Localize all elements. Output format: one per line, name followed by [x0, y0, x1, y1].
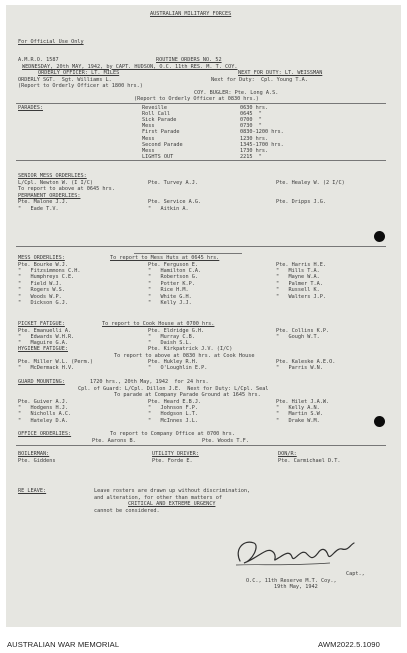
name-entry: " Johnson F.P.: [148, 404, 198, 411]
guard-time: 1720 hrs., 20th May, 1942 for 24 hrs.: [90, 379, 209, 385]
name-entry: " McDermack H.V.: [18, 365, 75, 372]
utility-driver-name: Pte. Forde E.: [152, 457, 193, 464]
name-entry: " Mills T.A.: [276, 267, 320, 274]
name-entry: " Drake W.M.: [276, 417, 320, 424]
reference-number: A.M.R.O. 1587: [18, 57, 59, 63]
orderly-officer: ORDERLY OFFICER: LT. MILES: [38, 70, 120, 76]
boilerman-name: Pte. Giddens: [18, 457, 56, 464]
name-entry: Pte. Malone J.J.: [18, 199, 68, 205]
name-entry: " Walters J.P.: [276, 293, 326, 300]
name-entry: " Potter K.P.: [148, 280, 195, 287]
name-entry: " Parris W.N.: [276, 365, 323, 372]
document-title: ROUTINE ORDERS NO. 52: [156, 57, 222, 63]
hygiene-fatigue-label: HYGIENE FATIGUE:: [18, 346, 68, 352]
date-line: WEDNESDAY, 20th MAY, 1942, by CAPT. HUDSON, O.C. 11th RES. M. T. COY.: [22, 63, 238, 70]
picket-fatigue-note: To report to Cook House at 0700 hrs.: [102, 321, 215, 327]
name-entry: " Robertson G.: [148, 274, 198, 281]
parade-time: 1345-1700 hrs.: [240, 141, 284, 148]
next-for-duty-sergeant: Next for Duty: Cpl. Young T.A.: [211, 76, 308, 83]
name-entry: " Daish S.L.: [148, 339, 192, 346]
office-orderlies-label: OFFICE ORDERLIES:: [18, 431, 72, 437]
mess-orderlies-label: MESS ORDERLIES:: [18, 255, 65, 261]
utility-driver-label: UTILITY DRIVER:: [152, 451, 199, 457]
divider: [16, 160, 386, 161]
name-entry: " Hodgens H.J.: [18, 404, 68, 411]
parade-time: 0830-1200 hrs.: [240, 129, 284, 136]
name-entry: " Edwards W.H.R.: [18, 333, 75, 340]
hygiene-lead: Pte. Kirkpatrick J.V. (I/C): [148, 346, 233, 352]
mess-orderlies-note: To report to Mess Huts at 0645 hrs.: [110, 255, 220, 261]
signoff-date: 19th May, 1942: [274, 584, 318, 590]
name-entry: Pte. Healey W. (2 I/C): [276, 179, 345, 186]
name-entry: " O'Loughlin E.P.: [148, 365, 208, 372]
parade-name: Reveille: [142, 104, 167, 111]
name-entry: L/Cpl. Newton W. (I I/C): [18, 179, 93, 186]
parade-name: Mess: [142, 135, 155, 142]
name-entry: Pte. Hilet J.A.W.: [276, 398, 330, 405]
name-entry: Pte. Ferguson E.: [148, 261, 198, 268]
name-entry: " Humphreys C.E.: [18, 274, 75, 281]
parade-time: 1730 hrs.: [240, 147, 269, 154]
signoff-capt: Capt.,: [346, 571, 365, 577]
donr-name: Pte. Carmichael D.T.: [278, 457, 341, 464]
name-entry: " McInnes J.L.: [148, 417, 198, 424]
picket-fatigue-label: PICKET FATIGUE:: [18, 321, 65, 327]
name-entry: Pte. Bourke W.J.: [18, 261, 68, 268]
name-entry: " Rice H.M.: [148, 287, 189, 294]
name-entry: " Aitkin A.: [148, 205, 189, 212]
divider: [16, 103, 386, 104]
divider: [16, 445, 386, 446]
name-entry: Pte. Eldridge G.H.: [148, 327, 205, 334]
next-for-duty-officer: NEXT FOR DUTY: LT. WEISSMAN: [238, 70, 323, 76]
donr-label: DON/R:: [278, 451, 297, 457]
punch-hole: [374, 416, 385, 427]
classification: For Official Use Only: [18, 39, 84, 45]
name-entry: " Murray C.B.: [148, 333, 195, 340]
senior-mess-orderlies-label: SENIOR MESS ORDERLIES:: [18, 173, 87, 179]
name-entry: " Dickson G.J.: [18, 299, 68, 306]
parade-time: 1230 hrs.: [240, 135, 269, 142]
parade-name: First Parade: [142, 129, 180, 136]
re-leave-emphasis: CRITICAL AND EXTREME URGENCY: [128, 501, 216, 507]
name-entry: " Russell K.: [276, 287, 320, 294]
boilerman-label: BOILERMAN:: [18, 451, 50, 457]
parade-name: Sick Parade: [142, 116, 177, 123]
name-entry: " Eade T.V.: [18, 205, 59, 212]
coy-bugler: COY. BUGLER: Pte. Long A.S.: [194, 89, 279, 96]
name-entry: " Fitzsimmons C.H.: [18, 267, 81, 274]
footer-institution: AUSTRALIAN WAR MEMORIAL: [7, 640, 120, 649]
parade-name: Mess: [142, 123, 155, 130]
divider: [134, 253, 242, 254]
parade-time: 0730 ": [240, 123, 262, 130]
name-entry: Pte. Harris H.E.: [276, 261, 326, 268]
name-entry: Pte. Collins K.P.: [276, 327, 330, 334]
name-entry: Pte. Emanuelli A.: [18, 327, 72, 334]
archive-footer: [0, 628, 407, 653]
guard-corporal: Cpl. of Guard: L/Cpl. Dillon J.E. Next for Duty: L/Cpl. Seal: [78, 385, 269, 392]
parade-name: Roll Call: [142, 110, 171, 117]
name-entry: " Field W.J.: [18, 280, 62, 287]
name-entry: " Kelly A.N.: [276, 404, 320, 411]
name-entry: Pte. Aarons B.: [92, 437, 136, 444]
parades-label: PARADES:: [18, 104, 43, 111]
re-leave-text: and alteration, for other than matters of: [94, 494, 223, 501]
name-entry: " Gough W.T.: [276, 333, 320, 340]
name-entry: Pte. Guiver A.J.: [18, 398, 68, 405]
parade-name: Mess: [142, 147, 155, 154]
name-entry: " White G.H.: [148, 293, 192, 300]
orderly-sergeant: ORDERLY SGT. Sgt. Williams L.: [18, 76, 112, 83]
footer-accession-number: AWM2022.5.1090: [318, 640, 380, 649]
signature: [230, 531, 358, 573]
re-leave-text: Leave rosters are drawn up without discrimination,: [94, 488, 251, 494]
name-entry: " Hamilton C.A.: [148, 267, 202, 274]
name-entry: Pte. Service A.G.: [148, 199, 202, 205]
name-entry: " Woods W.P.: [18, 293, 62, 300]
permanent-orderlies-label: PERMANENT ORDERLIES:: [18, 192, 81, 199]
parade-time: 0645 ": [240, 110, 262, 117]
office-orderlies-note: To report to Company Office at 0700 hrs.: [110, 431, 235, 437]
re-leave-label: RE LEAVE:: [18, 488, 47, 494]
name-entry: " Maguire G.A.: [18, 339, 68, 346]
name-entry: Pte. Dripps J.G.: [276, 199, 326, 205]
guard-parade-note: To parade at Company Parade Ground at 1645 hrs.: [114, 392, 261, 398]
name-entry: Pte. Miller W.L. (Perm.): [18, 359, 93, 365]
name-entry: Pte. Heard E.B.J.: [148, 398, 202, 405]
parade-name: LIGHTS OUT: [142, 154, 174, 161]
name-entry: " Palmer T.A.: [276, 280, 323, 287]
parade-time: 0700 ": [240, 116, 262, 123]
name-entry: Pte. Woods T.F.: [202, 437, 249, 444]
document-sheet: [6, 5, 401, 627]
hygiene-note: To report to above at 0830 hrs. at Cook House: [114, 352, 255, 359]
re-leave-text: cannot be considered.: [94, 507, 160, 514]
name-entry: " Hateley D.A.: [18, 417, 68, 424]
document-header: AUSTRALIAN MILITARY FORCES: [150, 11, 232, 17]
senior-mess-note: To report to above at 0645 hrs.: [18, 186, 115, 192]
report-bugler: (Report to Orderly Officer at 0830 hrs.): [134, 96, 259, 102]
report-orderly: (Report to Orderly Officer at 1800 hrs.): [18, 83, 143, 89]
name-entry: " Rogers W.S.: [18, 287, 65, 294]
name-entry: " Hodgson L.T.: [148, 411, 198, 418]
guard-mounting-label: GUARD MOUNTING:: [18, 379, 65, 385]
name-entry: " Martin S.W.: [276, 411, 323, 418]
divider: [16, 246, 386, 247]
parade-name: Second Parade: [142, 141, 183, 148]
punch-hole: [374, 231, 385, 242]
parade-time: 0630 hrs.: [240, 104, 269, 111]
name-entry: " Nicholls A.C.: [18, 411, 72, 418]
name-entry: Pte. Turvey A.J.: [148, 179, 198, 186]
name-entry: Pte. Hukley R.H.: [148, 359, 198, 365]
parade-time: 2215 ": [240, 154, 262, 161]
name-entry: " Kelly J.J.: [148, 299, 192, 306]
name-entry: Pte. Kaleske A.E.O.: [276, 359, 336, 365]
signoff-unit: O.C., 11th Reserve M.T. Coy.,: [246, 577, 337, 584]
name-entry: " Mayne W.A.: [276, 274, 320, 281]
